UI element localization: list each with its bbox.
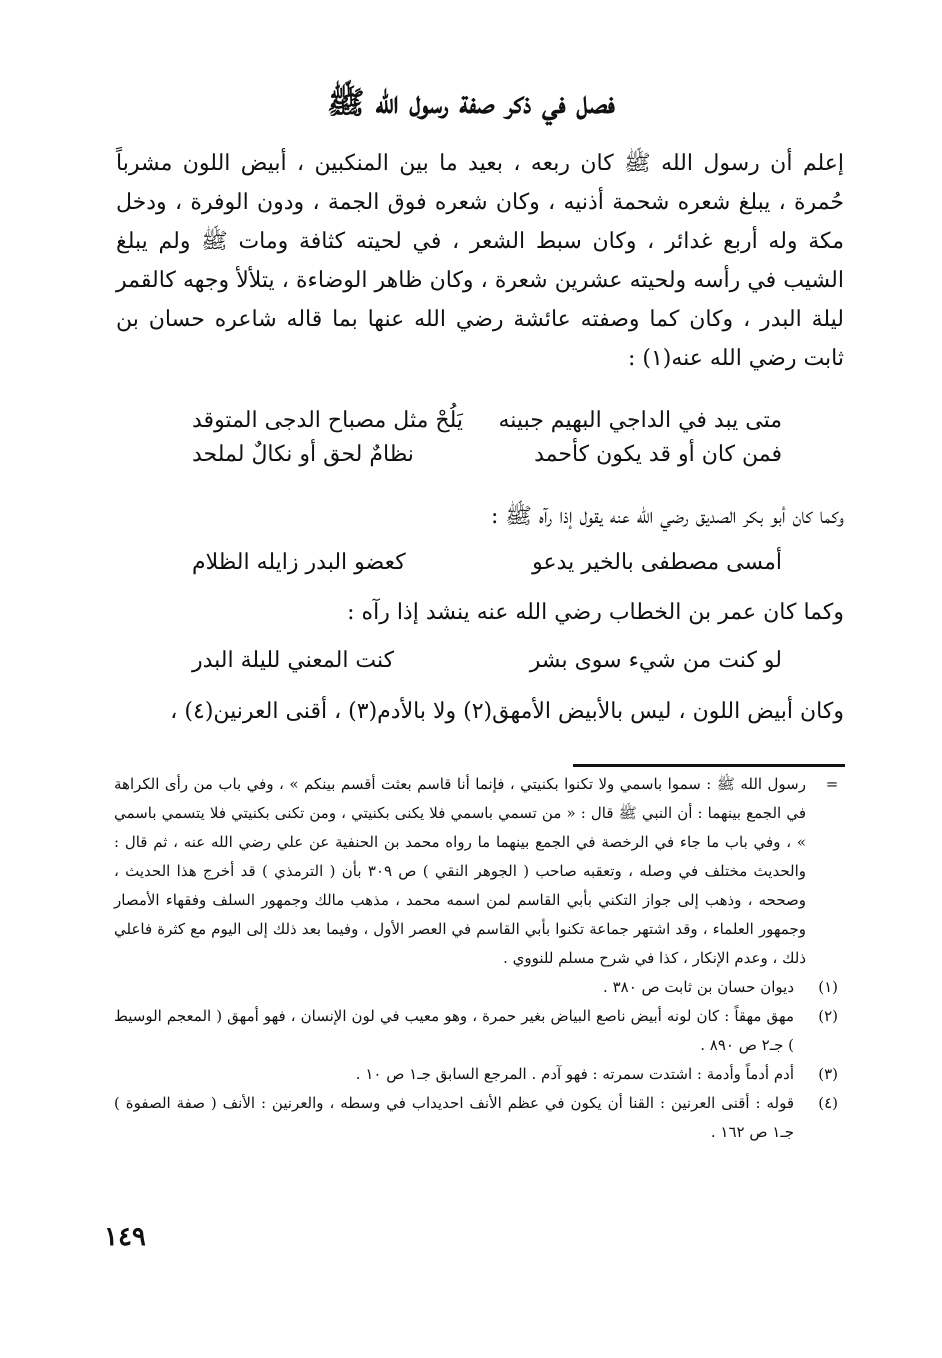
poem-first-hemistich: لو كنت من شيء سوى بشر — [529, 648, 782, 673]
footnote-continuation — [114, 770, 844, 973]
poem-second-hemistich: نظامٌ لحق أو نكالٌ لملحد — [192, 442, 414, 467]
last-line: وكان أبيض اللون ، ليس بالأبيض الأمهق(٢) ولا بالأدم(٣) ، أقنى العرنين(٤) ، — [170, 699, 844, 724]
footnote-number: (٤) — [818, 1094, 838, 1112]
footnote-number: (٣) — [818, 1065, 838, 1083]
abubakr-line: وكما كان أبو بكر الصديق رضي الله عنه يقول إذا رآه ﷺ : — [491, 504, 844, 529]
poem-abubakr — [192, 546, 782, 580]
poem-line — [192, 546, 782, 580]
poem-first-hemistich: فمن كان أو قد يكون كأحمد — [534, 442, 782, 467]
chapter-title: فصل في ذكر صفة رسول الله ﷺ — [327, 85, 615, 121]
poem-umar — [192, 644, 782, 678]
poem-second-hemistich: كعضو البدر زايله الظلام — [192, 550, 406, 575]
poem-line — [192, 438, 782, 472]
umar-line: وكما كان عمر بن الخطاب رضي الله عنه ينشد إذا رآه : — [347, 600, 844, 625]
poem-first-hemistich: أمسى مصطفى بالخير يدعو — [532, 550, 782, 575]
footnote-separator — [573, 764, 845, 767]
footnote-text: ديوان حسان بن ثابت ص ٣٨٠ . — [603, 978, 794, 996]
poem-line — [192, 404, 782, 438]
main-paragraph — [116, 144, 844, 378]
footnote-item — [114, 973, 844, 1002]
poem-first-hemistich: متى يبد في الداجي البهيم جبينه — [498, 408, 782, 433]
poem-hassan — [192, 404, 782, 472]
continuation-mark: = — [825, 775, 839, 793]
footnotes — [114, 770, 844, 1147]
footnote-number: (٢) — [818, 1007, 838, 1025]
poem-second-hemistich: يَلُحْ مثل مصباح الدجى المتوقد — [192, 408, 463, 433]
footnote-text: قوله : أقنى العرنين : القنا أن يكون في عظم الأنف احديداب في وسطه ، والعرنين : الأنف ( صفة الصفوة ) جـ١ ص ١٦٢ . — [114, 1094, 794, 1141]
footnote-item — [114, 1089, 844, 1147]
footnote-text: مهق مهقاً : كان لونه أبيض ناصع البياض بغير حمرة ، وهو معيب في لون الإنسان ، فهو أمهق ( المعجم الوسيط ) جـ٢ ص ٨٩٠ . — [114, 1007, 794, 1054]
footnote-text: أدم أدماً وأدمة : اشتدت سمرته : فهو آدم . المرجع السابق جـ١ ص ١٠ . — [355, 1065, 794, 1083]
poem-line — [192, 644, 782, 678]
footnote-continuation-text: رسول الله ﷺ : سموا باسمي ولا تكنوا بكنيتي ، فإنما أنا قاسم بعثت أقسم بينكم » ، وفي باب من رأى الكراهة في الجمع بينهما : أن النبي ﷺ قال : « من تسمي باسمي فلا يكنى بكنيتي ، ومن تكنى بكنيتي فلا يتسمي باسمي » ، وفي باب ما جاء في الرخصة في الجمع بينهما ما رواه محمد بن الحنفية عن علي رضي الله عنه ، ثم قال : والحديث مختلف في وصله ، وتعقبه صاحب ( الجوهر النقي ) ص ٣٠٩ بأن ( الترمذي ) قد أخرج هذا الحديث ، وصححه ، وذهب إلى جواز التكني بأبي القاسم لمن اسمه محمد ، مذهب مالك وجمهور السلف وفقهاء الأمصار وجمهور العلماء ، وقد اشتهر جماعة تكنوا بأبي القاسم في العصر الأول ، وفيما بعد ذلك إلى اليوم مع كثرة فاعلي ذلك ، وعدم الإنكار ، كذا في شرح مسلم للنووي . — [114, 775, 806, 967]
page-number: ١٤٩ — [104, 1222, 146, 1252]
footnote-item — [114, 1002, 844, 1060]
footnote-number: (١) — [818, 978, 838, 996]
poem-second-hemistich: كنت المعني لليلة البدر — [192, 648, 395, 673]
paragraph-text: إعلم أن رسول الله ﷺ كان ربعه ، بعيد ما بين المنكبين ، أبيض اللون مشرباً حُمرة ، يبلغ شعره شحمة أذنيه ، وكان شعره فوق الجمة ، ودون الوفرة ، ودخل مكة وله أربع غدائر ، وكان سبط الشعر ، في لحيته كثافة ومات ﷺ ولم يبلغ الشيب في رأسه ولحيته عشرين شعرة ، وكان ظاهر الوضاءة ، يتلألأ وجهه كالقمر ليلة البدر ، وكان كما وصفته عائشة رضي الله عنها بما قاله شاعره حسان بن ثابت رضي الله عنه(١) : — [116, 151, 844, 371]
footnote-item — [114, 1060, 844, 1089]
